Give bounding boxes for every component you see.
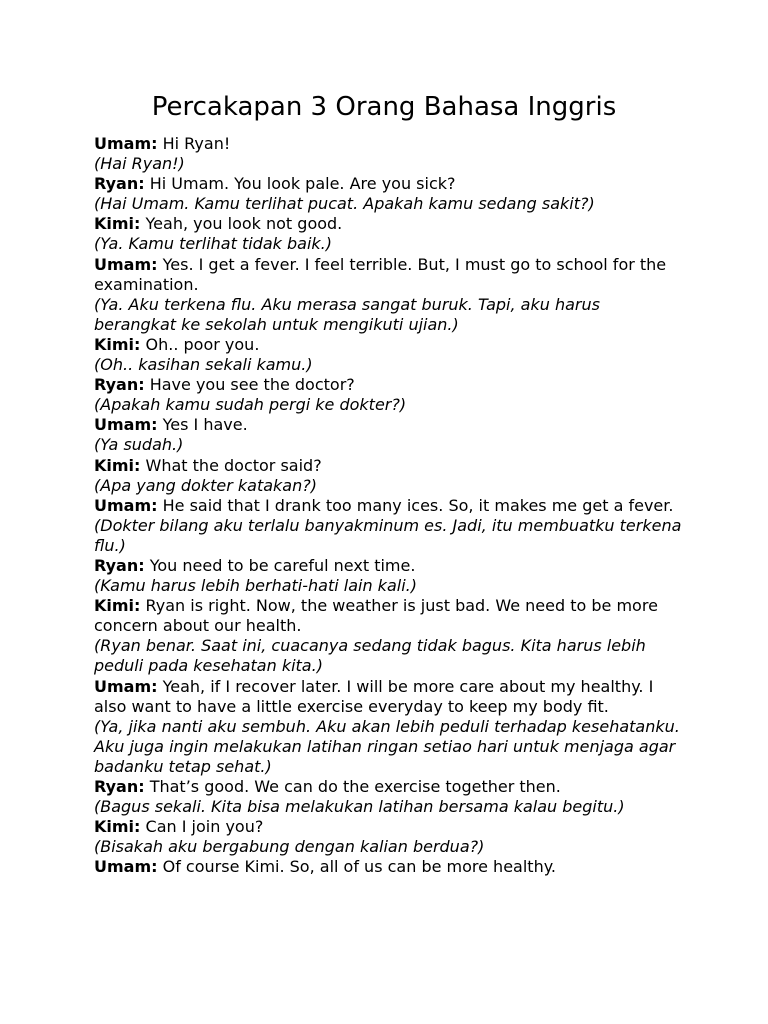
speaker-name: Kimi: xyxy=(94,214,141,234)
dialogue-text: He said that I drank too many ices. So, it makes me get a fever. xyxy=(157,495,674,515)
dialogue-text: Ryan is right. Now, the weather is just bad. We need to be more concern about our health. xyxy=(94,596,658,636)
dialogue-line xyxy=(94,496,684,516)
translation-line: (Bagus sekali. Kita bisa melakukan latihan bersama kalau begitu.) xyxy=(94,797,625,817)
translation-line: (Hai Ryan!) xyxy=(94,154,185,174)
translation-line: (Bisakah aku bergabung dengan kalian berdua?) xyxy=(94,837,485,857)
speaker-name: Ryan: xyxy=(94,174,145,194)
speaker-name: Umam: xyxy=(94,676,158,696)
dialogue-line xyxy=(94,857,684,877)
speaker-name: Umam: xyxy=(94,495,158,515)
translation-line: (Apa yang dokter katakan?) xyxy=(94,475,317,495)
speaker-name: Umam: xyxy=(94,134,158,153)
dialogue-line xyxy=(94,777,684,797)
translation-line: (Ryan benar. Saat ini, cuacanya sedang tidak bagus. Kita harus lebih peduli pada kesehatan kita.) xyxy=(94,636,646,676)
speaker-name: Ryan: xyxy=(94,777,145,796)
dialogue-text: Yeah, if I recover later. I will be more care about my healthy. I also want to have a little exercise everyday to keep my body fit. xyxy=(94,676,654,716)
speaker-name: Kimi: xyxy=(94,817,141,837)
speaker-name: Kimi: xyxy=(94,334,141,354)
dialogue-text: You need to be careful next time. xyxy=(144,555,416,575)
dialogue-line xyxy=(94,174,684,194)
dialogue-line xyxy=(94,415,684,435)
dialogue-text: Oh.. poor you. xyxy=(140,334,260,354)
translation-line: (Ya. Aku terkena flu. Aku merasa sangat buruk. Tapi, aku harus berangkat ke sekolah untuk mengikuti ujian.) xyxy=(94,294,600,334)
dialogue-body xyxy=(94,134,684,877)
speaker-name: Ryan: xyxy=(94,375,145,395)
speaker-name: Ryan: xyxy=(94,555,145,575)
translation-line: (Hai Umam. Kamu terlihat pucat. Apakah kamu sedang sakit?) xyxy=(94,194,595,214)
speaker-name: Kimi: xyxy=(94,455,141,475)
dialogue-line xyxy=(94,596,684,636)
dialogue-text: Yeah, you look not good. xyxy=(140,214,343,234)
speaker-name: Kimi: xyxy=(94,596,141,616)
dialogue-text: Of course Kimi. So, all of us can be more healthy. xyxy=(157,857,556,877)
translation-line: (Kamu harus lebih berhati-hati lain kali.) xyxy=(94,576,417,596)
dialogue-text: Hi Ryan! xyxy=(157,134,231,153)
dialogue-text: Yes. I get a fever. I feel terrible. But, I must go to school for the examination. xyxy=(94,254,667,294)
dialogue-line xyxy=(94,134,684,154)
dialogue-text: Can I join you? xyxy=(140,817,264,837)
translation-line: (Oh.. kasihan sekali kamu.) xyxy=(94,355,313,375)
speaker-name: Umam: xyxy=(94,857,158,877)
dialogue-line xyxy=(94,214,684,234)
dialogue-text: What the doctor said? xyxy=(140,455,322,475)
translation-line: (Ya, jika nanti aku sembuh. Aku akan lebih peduli terhadap kesehatanku. Aku juga ingin melakukan latihan ringan setiao hari untuk menjaga agar badanku tetap sehat.) xyxy=(94,716,680,776)
speaker-name: Umam: xyxy=(94,254,158,274)
dialogue-line xyxy=(94,456,684,476)
speaker-name: Umam: xyxy=(94,415,158,435)
translation-line: (Ya. Kamu terlihat tidak baik.) xyxy=(94,234,332,254)
dialogue-line xyxy=(94,556,684,576)
dialogue-line xyxy=(94,335,684,355)
dialogue-line xyxy=(94,255,684,295)
dialogue-text: That’s good. We can do the exercise together then. xyxy=(144,777,561,796)
dialogue-text: Have you see the doctor? xyxy=(144,375,355,395)
dialogue-text: Hi Umam. You look pale. Are you sick? xyxy=(144,174,456,194)
dialogue-line xyxy=(94,375,684,395)
translation-line: (Dokter bilang aku terlalu banyakminum es. Jadi, itu membuatku terkena flu.) xyxy=(94,515,682,555)
translation-line: (Ya sudah.) xyxy=(94,435,184,455)
dialogue-line xyxy=(94,677,684,717)
dialogue-text: Yes I have. xyxy=(157,415,248,435)
translation-line: (Apakah kamu sudah pergi ke dokter?) xyxy=(94,395,407,415)
dialogue-line xyxy=(94,817,684,837)
page-title: Percakapan 3 Orang Bahasa Inggris xyxy=(151,92,617,122)
